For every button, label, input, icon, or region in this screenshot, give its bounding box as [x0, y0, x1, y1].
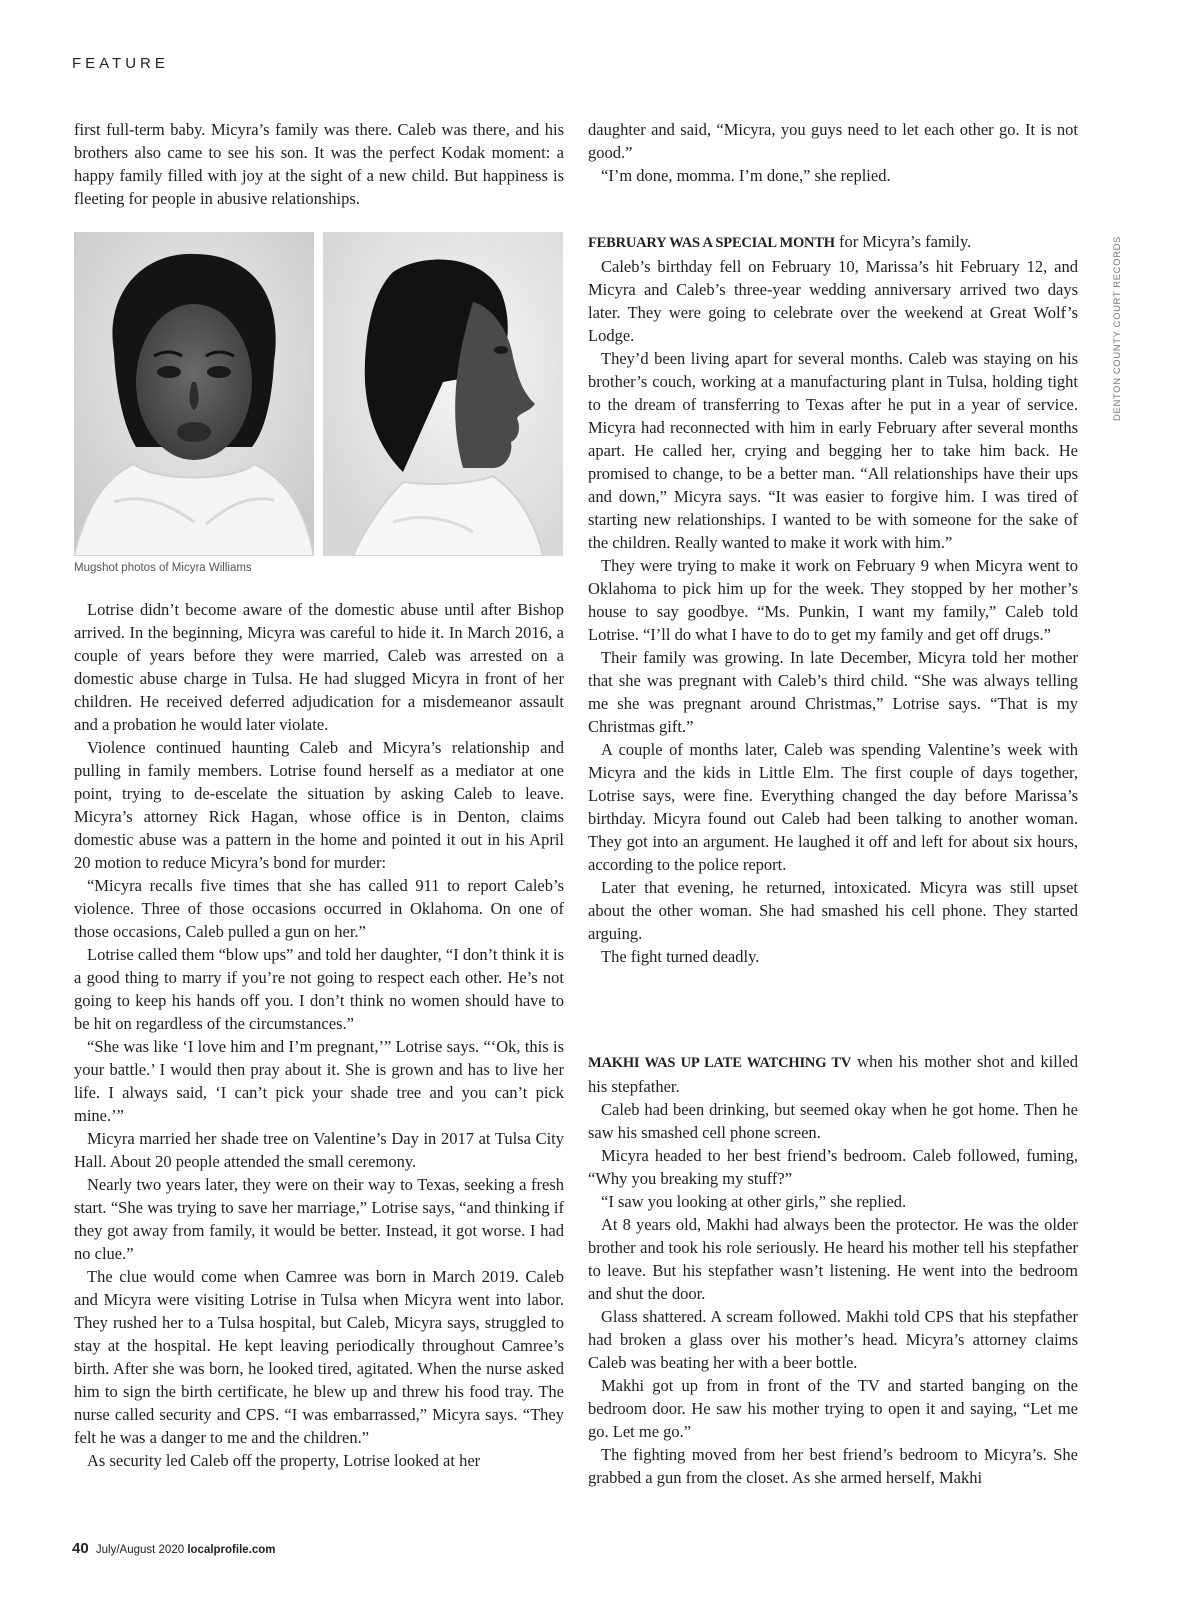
page-footer: [72, 1540, 276, 1557]
section-lead-text: when his mother shot and killed his stepfather.: [588, 1052, 1079, 1096]
paragraph: Nearly two years later, they were on their way to Texas, seeking a fresh start. “She was trying to save her marriage,” Lotrise says, “and thinking if they got away from family, it would be better. Instead, it got worse. I had no clue.”: [74, 1175, 564, 1263]
paragraph: The fighting moved from her best friend’s bedroom to Micyra’s. She grabbed a gun from the closet. As she armed herself, Makhi: [588, 1445, 1078, 1487]
paragraph: The fight turned deadly.: [601, 947, 760, 966]
page-number: 40: [72, 1540, 89, 1557]
paragraph: The clue would come when Camree was born in March 2019. Caleb and Micyra were visiting Lotrise in Tulsa when Micyra went into labor. They rushed her to a Tulsa hospital, but Caleb, Micyra says, struggled to stay at the hospital. He kept leaving periodically throughout Camree’s birth. After she was born, he looked tired, agitated. When the nurse asked him to sign the birth certificate, he blew up and threw his food tray. The nurse called security and CPS. “I was embarrassed,” Micyra says. “They felt he was a danger to me and the children.”: [74, 1267, 564, 1447]
paragraph: They’d been living apart for several months. Caleb was staying on his brother’s couch, working at a manufacturing plant in Tulsa, holding tight to the dream of transferring to Texas after he put in a year of service. Micyra had reconnected with him in early February after several months apart. He called her, crying and begging her to take him back. He promised to change, to be a better man. “All relationships have their ups and down,” Micyra says. “It was easier to forgive him. I was tired of starting new relationships. I wanted to be with someone for the sake of the children. Really wanted to make it work with him.”: [588, 349, 1078, 552]
paragraph: Lotrise called them “blow ups” and told her daughter, “I don’t think it is a good thing to marry if you’re not going to respect each other. He’s not going to keep his hands off you. I don’t think no women should have to be hit on regardless of the circumstances.”: [74, 945, 564, 1033]
paragraph: Caleb had been drinking, but seemed okay when he got home. Then he saw his smashed cell phone screen.: [588, 1100, 1078, 1142]
article-column-right-top: [588, 118, 1078, 187]
section-opening: [588, 1050, 1078, 1098]
quote-paragraph: “Micyra recalls five times that she has called 911 to report Caleb’s violence. Three of those occasions occurred in Oklahoma. On one of those occasions, Caleb pulled a gun on her.”: [74, 876, 564, 941]
paragraph: Violence continued haunting Caleb and Micyra’s relationship and pulling in family members. Lotrise found herself as a mediator at one point, trying to de-escelate the situation by asking Caleb to leave. Micyra’s attorney Rick Hagan, whose office is in Denton, claims domestic abuse was a pattern in the home and pointed it out in his April 20 motion to reduce Micyra’s bond for murder:: [74, 738, 564, 872]
paragraph: A couple of months later, Caleb was spending Valentine’s week with Micyra and the kids in Little Elm. The first couple of days together, Lotrise says, were fine. Everything changed the day before Marissa’s birthday. Micyra found out Caleb had been talking to another woman. They got into an argument. He laughed it off and left for about six hours, according to the police report.: [588, 740, 1078, 874]
paragraph: They were trying to make it work on February 9 when Micyra went to Oklahoma to pick him up for the week. They stopped by her mother’s house to say goodbye. “Ms. Punkin, I want my family,” Caleb told Lotrise. “I’ll do what I have to do to get my family and get off drugs.”: [588, 556, 1078, 644]
paragraph: Glass shattered. A scream followed. Makhi told CPS that his stepfather had broken a glass over his mother’s head. Micyra’s attorney claims Caleb was beating her with a beer bottle.: [588, 1307, 1078, 1372]
article-column-left-top: [74, 118, 564, 210]
paragraph: “I’m done, momma. I’m done,” she replied.: [601, 166, 891, 185]
paragraph: Makhi got up from in front of the TV and started banging on the bedroom door. He saw his mother trying to open it and saying, “Let me go. Let me go.”: [588, 1376, 1078, 1441]
issue-date: July/August 2020: [95, 1544, 185, 1556]
paragraph: As security led Caleb off the property, Lotrise looked at her: [87, 1451, 481, 1470]
section-lead-text: for Micyra’s family.: [834, 232, 972, 251]
paragraph: first full-term baby. Micyra’s family was there. Caleb was there, and his brothers also came to see his son. It was the perfect Kodak moment: a happy family filled with joy at the sight of a new child. But happiness is fleeting for people in abusive relationships.: [74, 120, 564, 208]
photo-credit: DENTON COUNTY COURT RECORDS: [1112, 236, 1123, 421]
section-lead-in: MAKHI WAS UP LATE WATCHING TV: [588, 1055, 852, 1071]
paragraph: daughter and said, “Micyra, you guys need to let each other go. It is not good.”: [588, 120, 1078, 162]
paragraph: Micyra married her shade tree on Valentine’s Day in 2017 at Tulsa City Hall. About 20 people attended the small ceremony.: [74, 1129, 564, 1171]
mugshot-profile-photo: [323, 232, 563, 556]
section-lead-in: FEBRUARY WAS A SPECIAL MONTH: [588, 235, 835, 251]
site-link[interactable]: localprofile.com: [187, 1544, 276, 1556]
article-column-left-bottom: [74, 598, 564, 1472]
photo-caption: Mugshot photos of Micyra Williams: [74, 562, 252, 574]
paragraph: “I saw you looking at other girls,” she replied.: [601, 1192, 907, 1211]
section-opening: [588, 230, 1078, 255]
paragraph: Micyra headed to her best friend’s bedroom. Caleb followed, fuming, “Why you breaking my stuff?”: [588, 1146, 1078, 1188]
paragraph: Their family was growing. In late December, Micyra told her mother that she was pregnant with Caleb’s third child. “She was always telling me she was pregnant around Christmas,” Lotrise says. “That is my Christmas gift.”: [588, 648, 1078, 736]
paragraph: At 8 years old, Makhi had always been the protector. He was the older brother and took his role seriously. He heard his mother tell his stepfather to leave. But his stepfather wasn’t listening. He went into the bedroom and shut the door.: [588, 1215, 1078, 1303]
article-section-february: [588, 230, 1078, 968]
paragraph: “She was like ‘I love him and I’m pregnant,’” Lotrise says. “‘Ok, this is your battle.’ I would then pray about it. She is grown and has to live her life. I always said, ‘I can’t pick your shade tree and you can’t pick mine.’”: [74, 1037, 564, 1125]
mugshot-front-photo: [74, 232, 314, 556]
section-label: FEATURE: [72, 55, 169, 72]
paragraph: Later that evening, he returned, intoxicated. Micyra was still upset about the other woman. She had smashed his cell phone. They started arguing.: [588, 878, 1078, 943]
paragraph: Caleb’s birthday fell on February 10, Marissa’s hit February 12, and Micyra and Caleb’s three-year wedding anniversary arrived two days later. They were going to celebrate over the weekend at Great Wolf’s Lodge.: [588, 257, 1078, 345]
article-section-makhi: [588, 1050, 1078, 1489]
paragraph: Lotrise didn’t become aware of the domestic abuse until after Bishop arrived. In the beginning, Micyra was careful to hide it. In March 2016, a couple of years before they were married, Caleb was arrested on a domestic abuse charge in Tulsa. He had slugged Micyra in front of her children. He received deferred adjudication for a misdemeanor assault and a probation he would later violate.: [74, 600, 564, 734]
